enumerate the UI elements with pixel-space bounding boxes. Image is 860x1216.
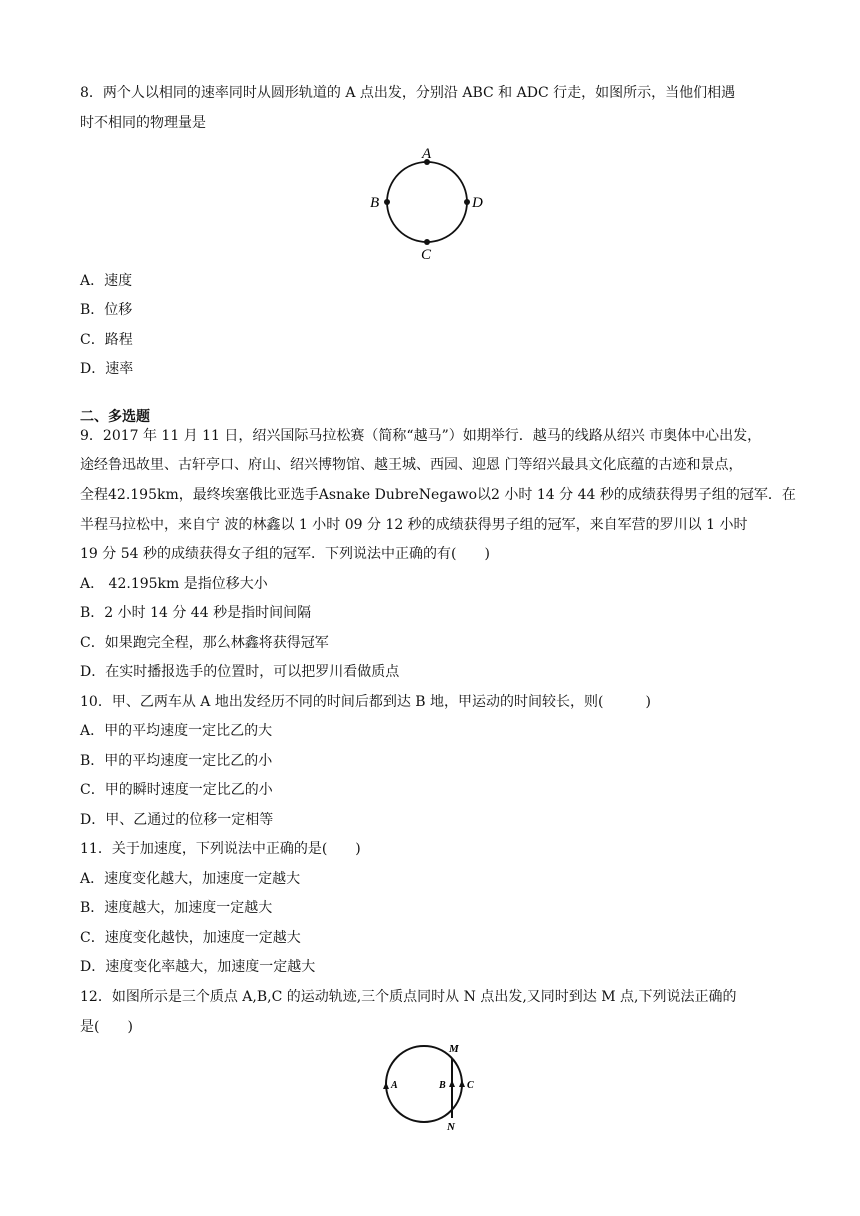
q8-label-c: C xyxy=(421,247,432,263)
q8-label-b: B xyxy=(370,195,380,211)
q11-stem: 11．关于加速度，下列说法中正确的是( ) xyxy=(80,841,361,857)
q10-option-b: B．甲的平均速度一定比乙的小 xyxy=(80,753,273,769)
q9-option-d: D．在实时播报选手的位置时，可以把罗川看做质点 xyxy=(80,664,400,680)
q9-stem-line1: 9．2017 年 11 月 11 日，绍兴国际马拉松赛（简称“越马”）如期举行．越马的线路从绍兴 市奥体中心出发， xyxy=(80,428,762,444)
q9-stem-line5: 19 分 54 秒的成绩获得女子组的冠军．下列说法中正确的有( ) xyxy=(80,546,490,562)
q12-label-a: A xyxy=(391,1080,398,1091)
q8-option-d: D．速率 xyxy=(80,361,134,377)
q11-option-b: B．速度越大，加速度一定越大 xyxy=(80,900,273,916)
q12-label-m: M xyxy=(449,1043,459,1055)
q9-stem-line3: 全程42.195km，最终埃塞俄比亚选手Asnake DubreNegawo以2 小时 14 分 44 秒的成绩获得男子组的冠军．在 xyxy=(80,487,796,503)
q8-option-c: C．路程 xyxy=(80,332,133,348)
q8-stem-line1: 8．两个人以相同的速率同时从圆形轨道的 A 点出发，分别沿 ABC 和 ADC 行走，如图所示，当他们相遇 xyxy=(80,85,736,101)
q8-label-a: A xyxy=(422,146,432,162)
q12-stem-line2: 是( ) xyxy=(80,1019,133,1035)
q8-option-a: A．速度 xyxy=(80,273,133,289)
q12-label-n: N xyxy=(447,1121,455,1133)
q9-stem-line2: 途经鲁迅故里、古轩亭口、府山、绍兴博物馆、越王城、西园、迎恩 门等绍兴最具文化底蕴的古迹和景点， xyxy=(80,457,743,473)
q12-stem-line1: 12．如图所示是三个质点 A,B,C 的运动轨迹,三个质点同时从 N 点出发,又同时到达 M 点,下列说法正确的 xyxy=(80,989,737,1005)
q9-option-b: B．2 小时 14 分 44 秒是指时间间隔 xyxy=(80,605,312,621)
q12-label-c: C xyxy=(467,1080,474,1091)
q12-label-b: B xyxy=(439,1080,446,1091)
q11-option-d: D．速度变化率越大，加速度一定越大 xyxy=(80,959,316,975)
q10-option-a: A．甲的平均速度一定比乙的大 xyxy=(80,723,273,739)
q9-option-a: A． 42.195km 是指位移大小 xyxy=(80,576,268,592)
q10-option-d: D．甲、乙通过的位移一定相等 xyxy=(80,812,274,828)
q8-option-b: B．位移 xyxy=(80,302,133,318)
q10-stem: 10．甲、乙两车从 A 地出发经历不同的时间后都到达 B 地，甲运动的时间较长，则( ) xyxy=(80,694,651,710)
q12-trajectory-diagram xyxy=(370,1036,490,1136)
q11-option-a: A．速度变化越大，加速度一定越大 xyxy=(80,871,301,887)
section-title: 二、多选题 xyxy=(80,409,150,425)
q8-circle-diagram xyxy=(360,140,500,270)
q8-stem-line2: 时不相同的物理量是 xyxy=(80,115,206,131)
q11-option-c: C．速度变化越快，加速度一定越大 xyxy=(80,930,301,946)
q10-option-c: C．甲的瞬时速度一定比乙的小 xyxy=(80,782,273,798)
q9-stem-line4: 半程马拉松中，来自宁 波的林鑫以 1 小时 09 分 12 秒的成绩获得男子组的冠军，来自军营的罗川以 1 小时 xyxy=(80,517,748,533)
q8-label-d: D xyxy=(472,195,483,211)
q9-option-c: C．如果跑完全程，那么林鑫将获得冠军 xyxy=(80,635,329,651)
